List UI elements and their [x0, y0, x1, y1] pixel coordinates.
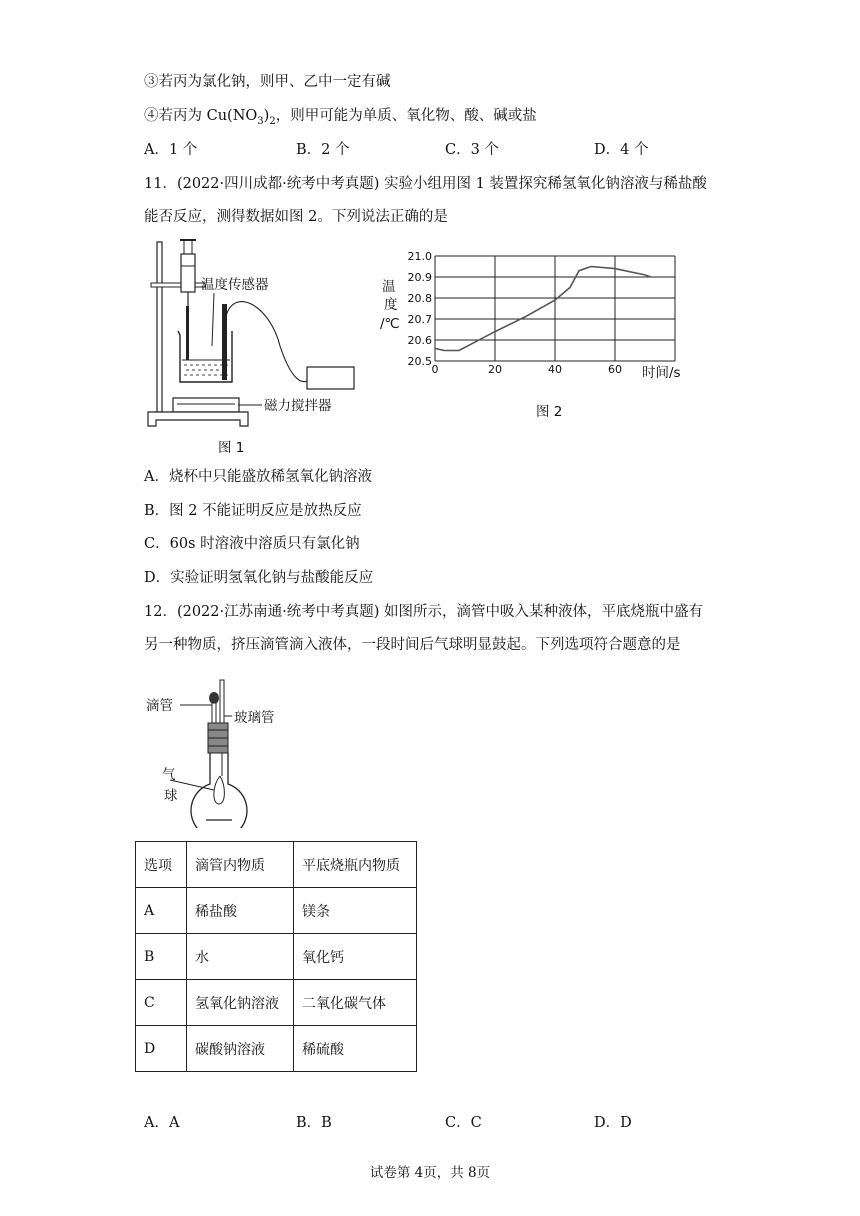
table-cell: 稀硫酸 [294, 1026, 417, 1072]
q12-option-b: B．B [296, 1115, 332, 1131]
x-axis-label: 时间/s [642, 365, 681, 381]
table-header-row [136, 842, 417, 888]
q12-options-table [135, 841, 417, 1072]
table-cell: 碳酸钠溶液 [187, 1026, 294, 1072]
table-cell: 氧化钙 [294, 934, 417, 980]
temperature-curve [435, 267, 651, 351]
table-cell: D [136, 1026, 187, 1072]
q10-stmt4-mid: ) [263, 108, 270, 124]
x-tick-label: 0 [431, 363, 439, 376]
x-tick-label: 20 [488, 363, 502, 376]
temperature-sensor-label: 温度传感器 [201, 277, 269, 293]
q10-stmt4-sub2: 2 [269, 115, 276, 127]
balloon-label-2: 球 [164, 788, 178, 804]
dropper-label: 滴管 [146, 698, 173, 714]
y-tick-label: 20.9 [407, 271, 432, 284]
glass-tube-label: 玻璃管 [234, 710, 275, 726]
y-tick-label: 20.8 [407, 292, 432, 305]
table-row [136, 1026, 417, 1072]
y-tick-label: 21.0 [407, 250, 432, 263]
y-axis-label-2: 度 [384, 297, 398, 313]
chart-grid [435, 256, 675, 361]
q11-stem-line-1: 11．(2022·四川成都·统考中考真题) 实验小组用图 1 装置探究稀氢氧化钠溶液与稀盐酸 [144, 176, 707, 192]
q11-option-c: C．60s 时溶液中溶质只有氯化钠 [144, 536, 360, 552]
q11-stem-line-2: 能否反应，测得数据如图 2。下列说法正确的是 [144, 209, 448, 225]
table-row [136, 980, 417, 1026]
q11-option-b: B．图 2 不能证明反应是放热反应 [144, 503, 362, 519]
balloon-label-1: 气 [162, 767, 176, 783]
y-tick-label: 20.6 [407, 334, 432, 347]
table-cell: C [136, 980, 187, 1026]
y-tick-label: 20.7 [407, 313, 432, 326]
q10-option-d: D．4 个 [594, 142, 649, 158]
figure-1-caption: 图 1 [218, 440, 245, 456]
chart-x-ticks [432, 363, 623, 376]
table-header-cell: 选项 [136, 842, 187, 888]
q10-stmt4-post: ，则甲可能为单质、氧化物、酸、碱或盐 [275, 108, 537, 124]
q11-figure-1-apparatus [140, 236, 370, 460]
x-tick-label: 60 [608, 363, 622, 376]
table-row [136, 888, 417, 934]
table-cell: 氢氧化钠溶液 [187, 980, 294, 1026]
table-cell: B [136, 934, 187, 980]
q11-figure-2-chart [378, 236, 698, 426]
x-tick-label: 40 [548, 363, 562, 376]
page-footer: 试卷第 4页，共 8页 [369, 1165, 491, 1181]
table-row [136, 934, 417, 980]
table-cell: 水 [187, 934, 294, 980]
q10-option-a: A．1 个 [144, 142, 198, 158]
chart-y-ticks [408, 250, 433, 368]
q10-statement-3: ③若丙为氯化钠，则甲、乙中一定有碱 [144, 74, 391, 90]
q11-option-d: D．实验证明氢氧化钠与盐酸能反应 [144, 570, 374, 586]
q11-option-a: A．烧杯中只能盛放稀氢氧化钠溶液 [144, 469, 372, 485]
q12-option-a: A．A [144, 1115, 180, 1131]
y-axis-label-3: /℃ [380, 316, 400, 332]
q10-statement-4 [144, 106, 537, 132]
table-cell: 二氧化碳气体 [294, 980, 417, 1026]
q12-option-c: C．C [445, 1115, 482, 1131]
y-tick-label: 20.5 [407, 355, 432, 368]
q12-option-d: D．D [594, 1115, 632, 1131]
figure-2-caption: 图 2 [536, 404, 563, 420]
q10-stmt4-pre: ④若丙为 Cu(NO [144, 108, 258, 124]
q10-option-b: B．2 个 [296, 142, 350, 158]
table-cell: 稀盐酸 [187, 888, 294, 934]
table-cell: 镁条 [294, 888, 417, 934]
magnetic-stirrer-label: 磁力搅拌器 [264, 398, 332, 414]
q10-option-c: C．3 个 [445, 142, 499, 158]
y-axis-label-1: 温 [382, 279, 396, 295]
q12-flask-figure [140, 676, 320, 828]
q12-stem-line-2: 另一种物质，挤压滴管滴入液体，一段时间后气球明显鼓起。下列选项符合题意的是 [144, 637, 681, 653]
table-header-cell: 平底烧瓶内物质 [294, 842, 417, 888]
table-header-cell: 滴管内物质 [187, 842, 294, 888]
q10-stmt4-sub1: 3 [257, 115, 264, 127]
q12-stem-line-1: 12．(2022·江苏南通·统考中考真题) 如图所示，滴管中吸入某种液体，平底烧瓶中盛有 [144, 604, 703, 620]
table-cell: A [136, 888, 187, 934]
